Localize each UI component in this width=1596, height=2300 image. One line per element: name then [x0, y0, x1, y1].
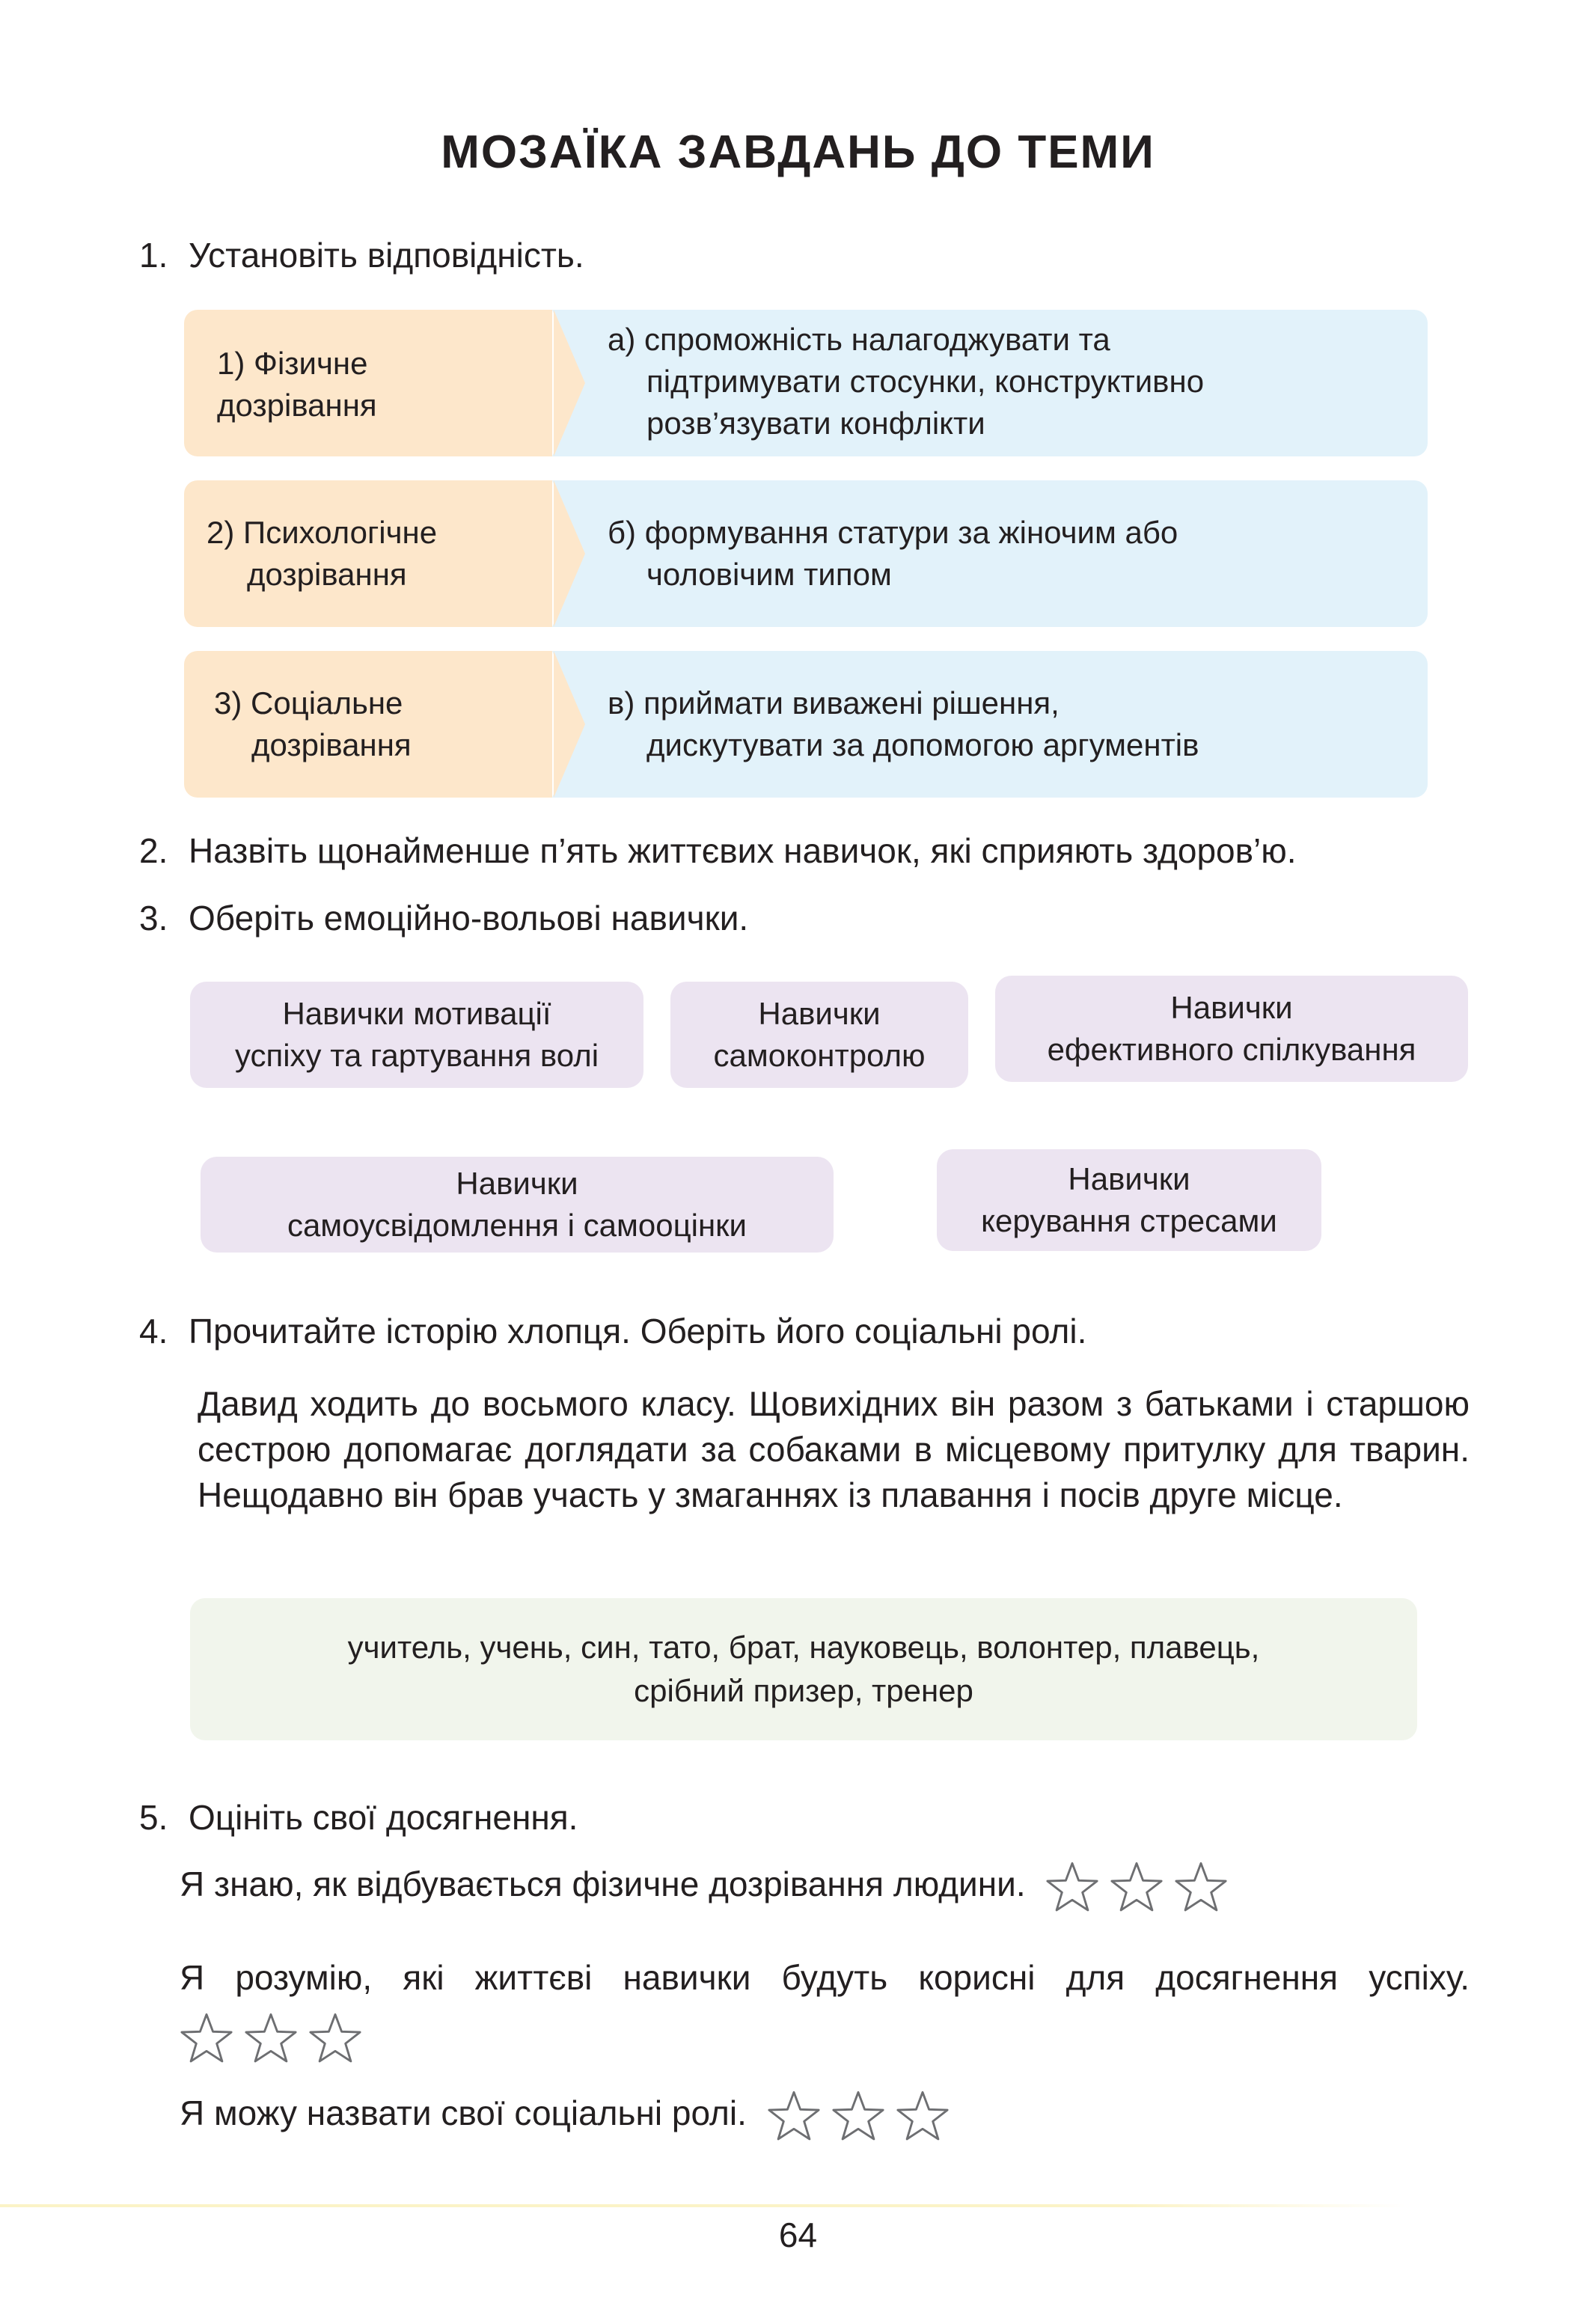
task-4-text: Прочитайте історію хлопця. Оберіть його соціальні ролі.: [189, 1312, 1087, 1351]
roles-line: учитель, учень, син, тато, брат, науковець, волонтер, плавець,: [347, 1630, 1260, 1665]
evaluation-statement: Я розумію, які життєві навички будуть корисні для досягнення успіху.: [180, 1958, 1470, 1997]
star-icon[interactable]: [308, 2031, 373, 2044]
task-3-text: Оберіть емоційно-вольові навички.: [189, 899, 749, 938]
star-icon[interactable]: [767, 2093, 831, 2132]
task-3-number: 3.: [139, 899, 168, 938]
star-icon[interactable]: [831, 2093, 896, 2132]
self-evaluation-1: [180, 1860, 1238, 1914]
match-right-label: б) формування статури за жіночим або чоловічим типом: [608, 515, 1178, 592]
match-left-label: 3) Соціальне дозрівання: [214, 685, 412, 762]
skill-option-self-control[interactable]: Навички самоконтролю: [670, 982, 968, 1088]
star-rating[interactable]: [180, 2011, 373, 2065]
page-number: 64: [778, 2215, 818, 2254]
star-icon[interactable]: [1174, 1865, 1238, 1903]
match-left-label: 1) Фізичне дозрівання: [217, 346, 377, 423]
task-3: [139, 898, 748, 939]
self-evaluation-2: [180, 1957, 1470, 1998]
skill-option-stress-management[interactable]: Навички керування стресами: [937, 1149, 1321, 1251]
footer-divider: [0, 2204, 1407, 2207]
task-2-text: Назвіть щонайменше п’ять життєвих навичок, які сприяють здоров’ю.: [189, 831, 1297, 870]
self-evaluation-2-stars: [180, 2011, 373, 2065]
task-4: [139, 1311, 1086, 1352]
match-row-1: [184, 310, 1428, 456]
star-icon[interactable]: [1110, 1865, 1174, 1903]
task-5-text: Оцініть свої досягнення.: [189, 1798, 578, 1837]
match-left-label: 2) Психологічне дозрівання: [207, 515, 438, 592]
task-5-number: 5.: [139, 1798, 168, 1837]
task-1-number: 1.: [139, 236, 168, 275]
task-4-number: 4.: [139, 1312, 168, 1351]
skill-option-motivation[interactable]: Навички мотивації успіху та гартування волі: [190, 982, 643, 1088]
match-row-3: [184, 651, 1428, 798]
match-row-2: [184, 480, 1428, 627]
skill-option-communication[interactable]: Навички ефективного спілкування: [995, 976, 1468, 1082]
star-icon[interactable]: [244, 2031, 308, 2044]
story-text: Давид ходить до восьмого класу. Щовихідних він разом з батьками і старшою сестрою допомагає доглядати за собаками в місцевому притулку для тварин. Нещодавно він брав участь у змаганнях із плавання і посів друге місце.: [198, 1384, 1470, 1514]
task-5: [139, 1797, 578, 1838]
task-1: [139, 235, 584, 276]
star-icon[interactable]: [1045, 1865, 1110, 1903]
star-rating[interactable]: [767, 2089, 960, 2143]
roles-box: [190, 1598, 1417, 1740]
page-title: МОЗАЇКА ЗАВДАНЬ ДО ТЕМИ: [441, 126, 1155, 178]
evaluation-statement: Я можу назвати свої соціальні ролі.: [180, 2093, 747, 2133]
self-evaluation-3: [180, 2089, 960, 2143]
task-1-text: Установіть відповідність.: [189, 236, 584, 275]
skill-option-self-awareness[interactable]: Навички самоусвідомлення і самооцінки: [201, 1157, 834, 1253]
match-right-label: в) приймати виважені рішення, дискутувати за допомогою аргументів: [608, 685, 1199, 762]
roles-line: срібний призер, тренер: [634, 1673, 973, 1708]
task-2: [139, 831, 1297, 872]
task-2-number: 2.: [139, 831, 168, 870]
evaluation-statement: Я знаю, як відбувається фізичне дозрівання людини.: [180, 1865, 1026, 1904]
match-right-label: а) спроможність налагоджувати та підтримувати стосунки, конструктивно розв’язувати конфлікти: [608, 322, 1205, 441]
star-icon[interactable]: [180, 2031, 244, 2044]
star-icon[interactable]: [896, 2093, 960, 2132]
star-rating[interactable]: [1045, 1860, 1238, 1914]
